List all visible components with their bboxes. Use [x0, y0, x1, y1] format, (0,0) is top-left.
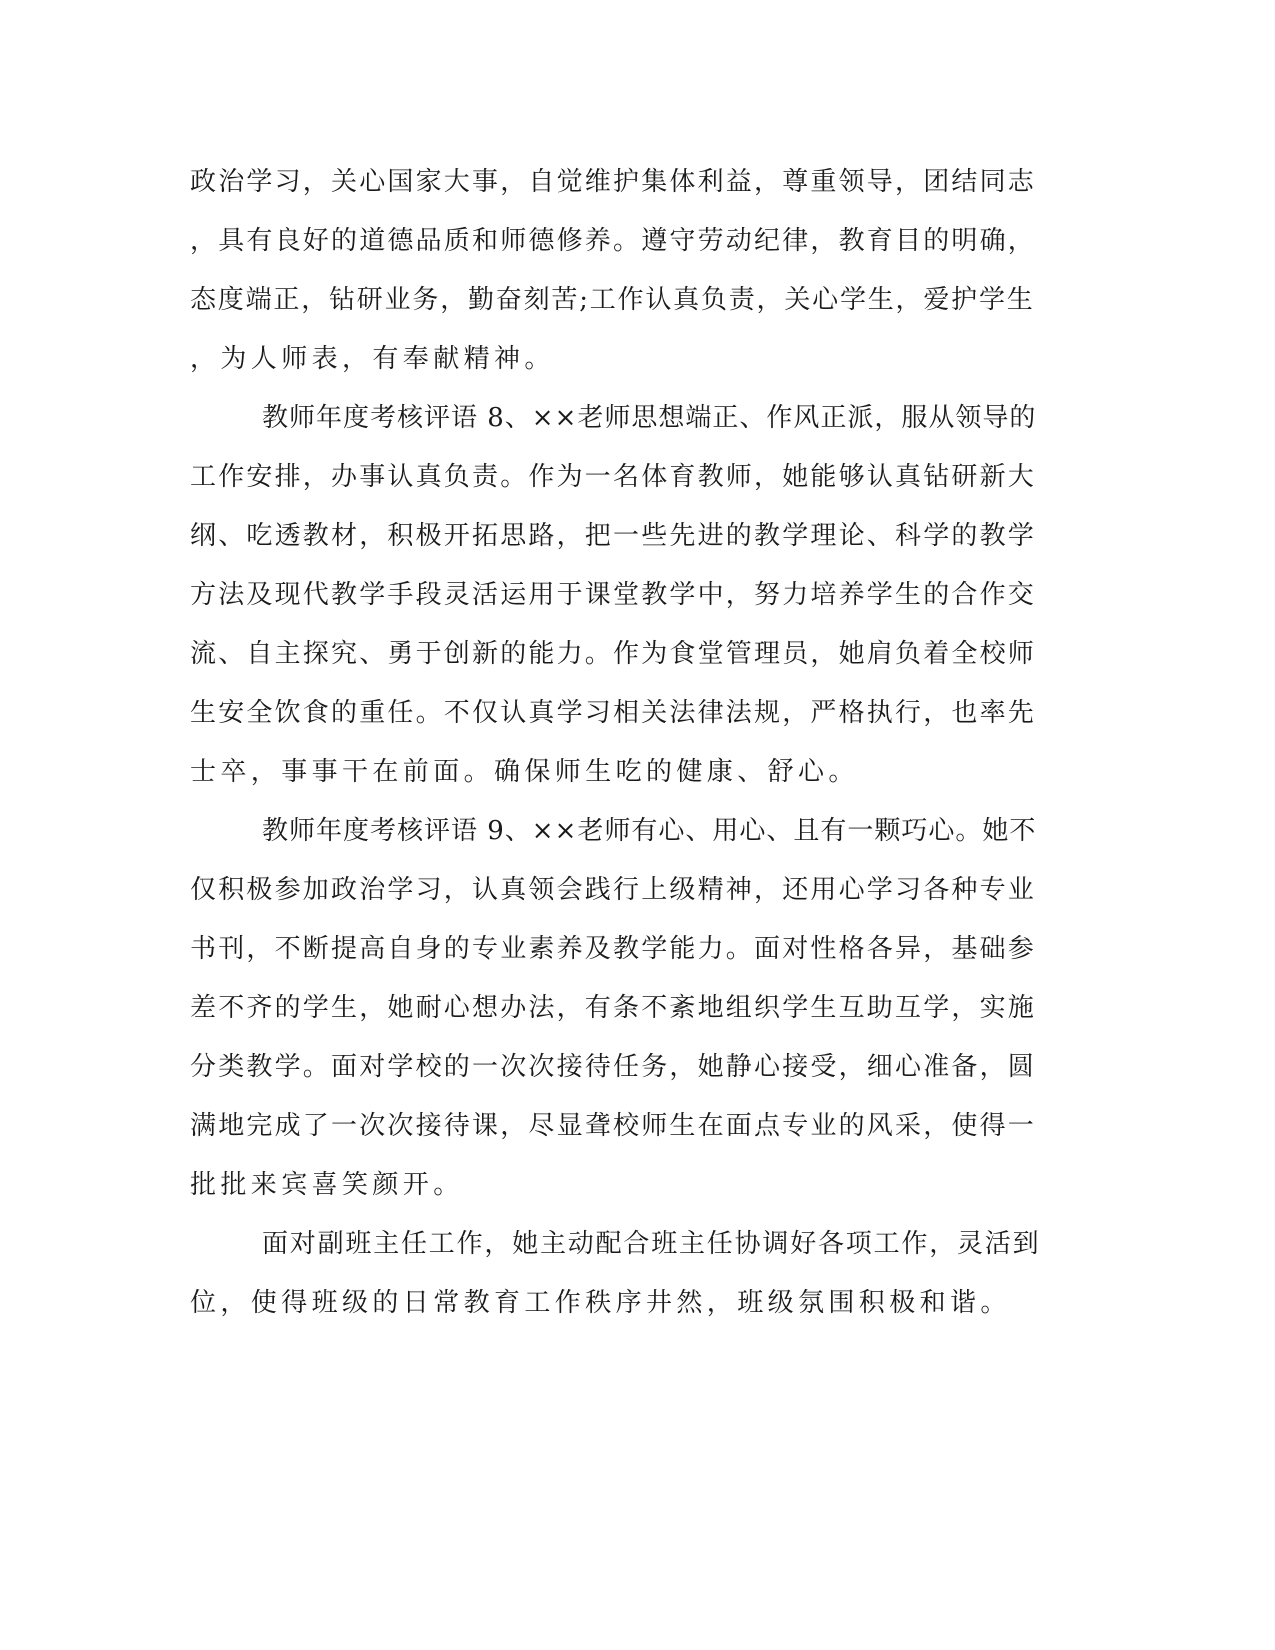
text-line: 满地完成了一次次接待课，尽显聋校师生在面点专业的风采，使得一 — [190, 1111, 1037, 1141]
text-line: 位，使得班级的日常教育工作秩序井然，班级氛围积极和谐。 — [190, 1288, 1011, 1318]
text-line: 生安全饮食的重任。不仅认真学习相关法律法规，严格执行，也率先 — [190, 698, 1037, 728]
text-line: ，为人师表，有奉献精神。 — [190, 344, 555, 374]
text-line: 态度端正，钻研业务，勤奋刻苦;工作认真负责，关心学生，爱护学生 — [190, 285, 1035, 315]
text-line: 政治学习，关心国家大事，自觉维护集体利益，尊重领导，团结同志 — [190, 167, 1037, 197]
text-line: 工作安排，办事认真负责。作为一名体育教师，她能够认真钻研新大 — [190, 462, 1037, 492]
paragraph-start-line: 教师年度考核评语 9、××老师有心、用心、且有一颗巧心。她不 — [262, 816, 1037, 846]
text-line: 批批来宾喜笑颜开。 — [190, 1170, 464, 1200]
text-line: ，具有良好的道德品质和师德修养。遵守劳动纪律，教育目的明确， — [190, 226, 1037, 256]
text-line: 分类教学。面对学校的一次次接待任务，她静心接受，细心准备，圆 — [190, 1052, 1037, 1082]
text-line: 士卒，事事干在前面。确保师生吃的健康、舒心。 — [190, 757, 859, 787]
paragraph-start-line: 教师年度考核评语 8、××老师思想端正、作风正派，服从领导的 — [262, 403, 1037, 433]
text-line: 书刊，不断提高自身的专业素养及教学能力。面对性格各异，基础参 — [190, 934, 1037, 964]
text-line: 纲、吃透教材，积极开拓思路，把一些先进的教学理论、科学的教学 — [190, 521, 1037, 551]
text-line: 差不齐的学生，她耐心想办法，有条不紊地组织学生互助互学，实施 — [190, 993, 1037, 1023]
text-line: 仅积极参加政治学习，认真领会践行上级精神，还用心学习各种专业 — [190, 875, 1037, 905]
paragraph-start-line: 面对副班主任工作，她主动配合班主任协调好各项工作，灵活到 — [262, 1229, 1041, 1259]
text-line: 方法及现代教学手段灵活运用于课堂教学中，努力培养学生的合作交 — [190, 580, 1037, 610]
text-line: 流、自主探究、勇于创新的能力。作为食堂管理员，她肩负着全校师 — [190, 639, 1037, 669]
